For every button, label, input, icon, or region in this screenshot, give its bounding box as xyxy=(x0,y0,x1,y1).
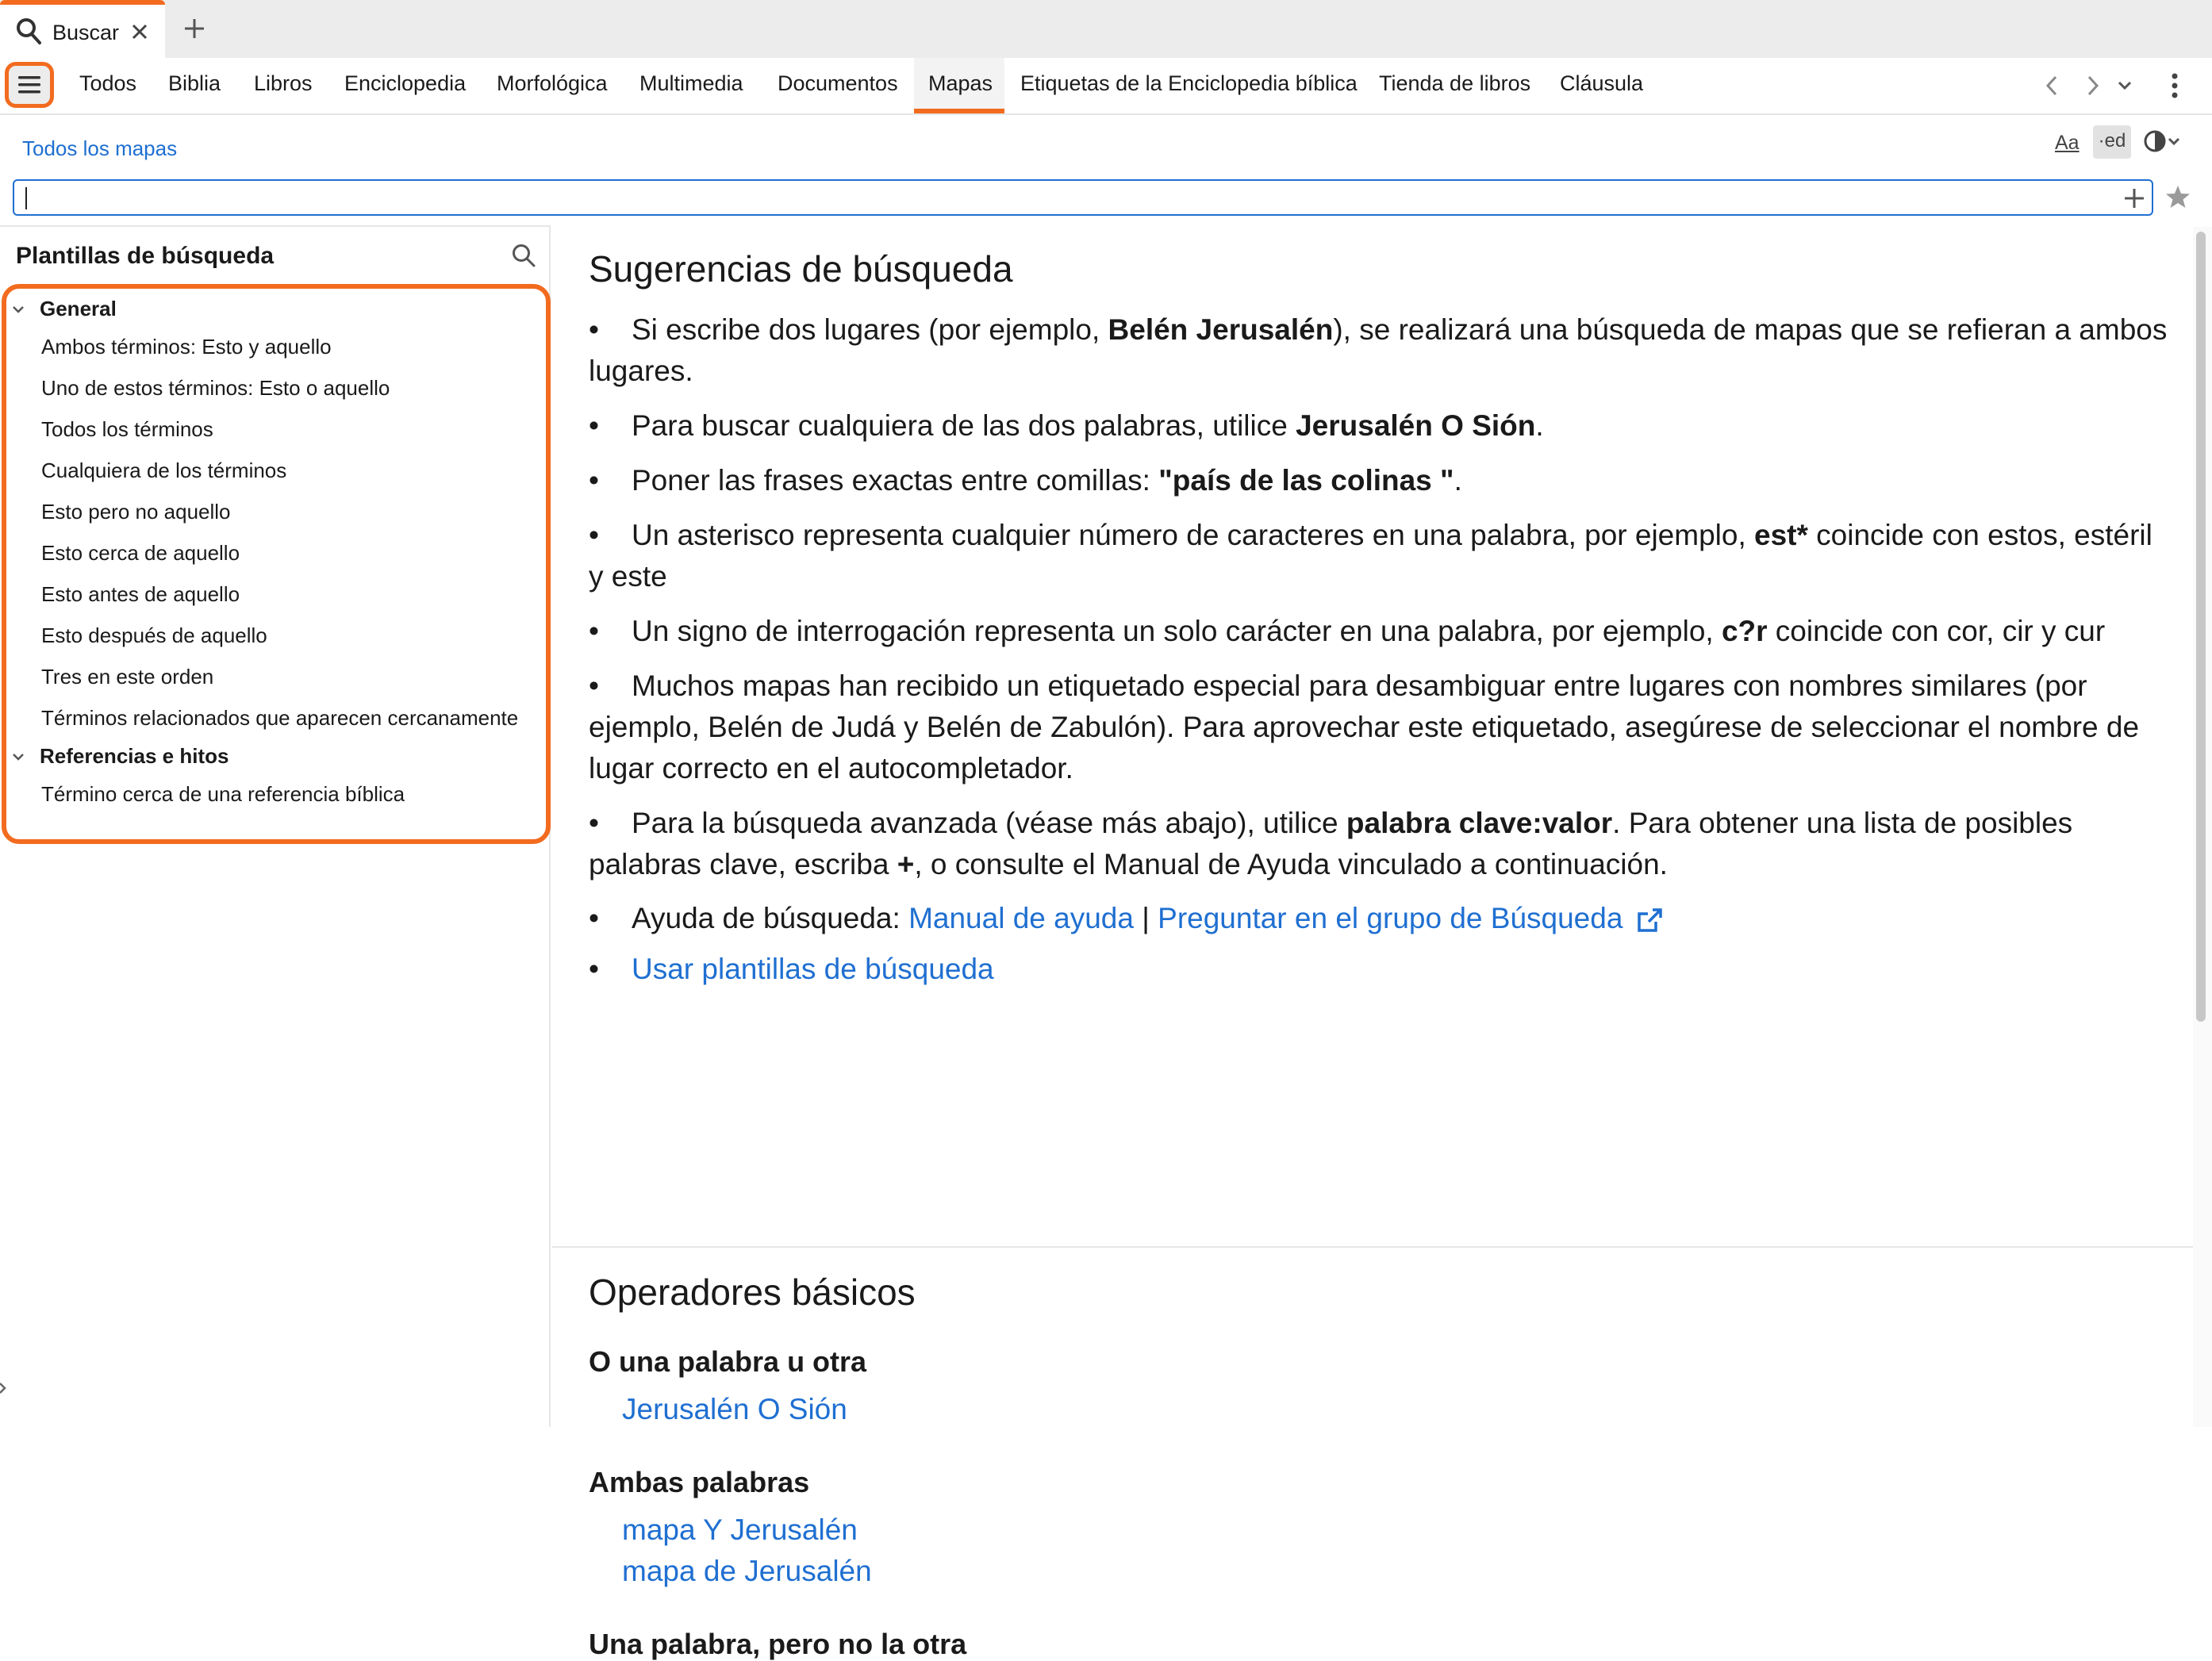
template-item[interactable]: Uno de estos términos: Esto o aquello xyxy=(41,376,390,400)
add-plus-icon[interactable] xyxy=(2123,187,2145,209)
edit-mode-button[interactable]: ·ed xyxy=(2093,125,2131,159)
theme-icon[interactable] xyxy=(2142,129,2183,155)
chevron-left-icon[interactable] xyxy=(2044,74,2060,98)
tab-documentos[interactable]: Documentos xyxy=(778,71,898,95)
tip-item: • Muchos mapas han recibido un etiquetado especial para desambiguar entre lugares con nombres similares (por ejemplo, Belén de Judá y Belén de Zabulón). Para aprovechar este etiquetado, asegúrese de seleccionar el nombre de lugar correcto en el autocompletador. xyxy=(589,666,2169,789)
operator-heading: Ambas palabras xyxy=(589,1466,810,1498)
tab-tienda-de-libros[interactable]: Tienda de libros xyxy=(1379,71,1531,95)
font-size-button[interactable]: Aa xyxy=(2055,132,2080,154)
template-item[interactable]: Esto cerca de aquello xyxy=(41,541,240,565)
tab-buscar[interactable] xyxy=(0,0,165,58)
bullet: • xyxy=(589,519,599,551)
operator-heading: Una palabra, pero no la otra xyxy=(589,1628,967,1660)
template-item[interactable]: Ambos términos: Esto y aquello xyxy=(41,335,332,359)
ask-search-group-link[interactable]: Preguntar en el grupo de Búsqueda xyxy=(1158,902,1623,934)
bullet: • xyxy=(589,953,599,985)
separator: | xyxy=(1142,902,1150,934)
scrollbar-thumb[interactable] xyxy=(2196,232,2206,1022)
tip-item: • Para la búsqueda avanzada (véase más abajo), utilice palabra clave:valor. Para obtener una lista de posibles palabras clave, escriba +, o consulte el Manual de Ayuda vinculado a continuación. xyxy=(589,803,2169,885)
tab-todos[interactable]: Todos xyxy=(79,71,137,95)
chevron-right-icon[interactable] xyxy=(2085,74,2101,98)
bullet: • xyxy=(589,807,599,839)
chevron-down-icon xyxy=(11,752,25,761)
more-options-icon[interactable] xyxy=(2171,72,2179,99)
template-item[interactable]: Esto pero no aquello xyxy=(41,500,231,524)
tip-item: • Si escribe dos lugares (por ejemplo, Belén Jerusalén), se realizará una búsqueda de mapas que se refieran a ambos lugares. xyxy=(589,309,2169,392)
tab-title: Buscar xyxy=(52,21,120,44)
bullet: • xyxy=(589,669,599,702)
search-templates-panel xyxy=(0,225,551,1427)
template-item[interactable]: Cualquiera de los términos xyxy=(41,458,287,482)
bullet: • xyxy=(589,464,599,497)
template-item[interactable]: Todos los términos xyxy=(41,417,213,441)
operator-example-link[interactable]: Jerusalén O Sión xyxy=(622,1393,847,1425)
tab-enciclopedia[interactable]: Enciclopedia xyxy=(344,71,467,95)
collapse-panel-icon[interactable] xyxy=(0,1380,8,1396)
operator-example-link[interactable]: mapa Y Jerusalén xyxy=(622,1513,858,1546)
all-maps-link[interactable]: Todos los mapas xyxy=(22,136,178,160)
search-icon[interactable] xyxy=(511,243,538,270)
bullet: • xyxy=(589,615,599,647)
template-item[interactable]: Esto antes de aquello xyxy=(41,582,240,606)
tip-item: • Un asterisco representa cualquier número de caracteres en una palabra, por ejemplo, est* coincide con estos, estéril y este xyxy=(589,515,2169,597)
panel-title: Plantillas de búsqueda xyxy=(16,243,275,269)
help-content xyxy=(552,227,2193,1660)
tab-morfologica[interactable]: Morfológica xyxy=(497,71,608,95)
bullet: • xyxy=(589,313,599,346)
active-tab-indicator xyxy=(914,109,1004,113)
tip-item xyxy=(589,949,2169,990)
menu-button[interactable] xyxy=(5,62,54,108)
tab-libros[interactable]: Libros xyxy=(254,71,313,95)
tip-item: • Un signo de interrogación representa un solo carácter en una palabra, por ejemplo, c?r coincide con cor, cir y cur xyxy=(589,611,2169,652)
tip-item: • Ayuda de búsqueda: Manual de ayuda | Preguntar en el grupo de Búsqueda xyxy=(589,898,2169,939)
tip-item: • Para buscar cualquiera de las dos palabras, utilice Jerusalén O Sión. xyxy=(589,405,2169,447)
tab-mapas[interactable]: Mapas xyxy=(928,71,993,95)
template-item[interactable]: Tres en este orden xyxy=(41,665,214,689)
operators-heading: Operadores básicos xyxy=(589,1272,916,1313)
tips-heading: Sugerencias de búsqueda xyxy=(589,248,1013,290)
help-manual-link[interactable]: Manual de ayuda xyxy=(908,902,1134,934)
bullet: • xyxy=(589,902,599,934)
template-item[interactable]: Término cerca de una referencia bíblica xyxy=(41,782,405,806)
tab-etiquetas-enciclopedia[interactable]: Etiquetas de la Enciclopedia bíblica xyxy=(1020,71,1358,95)
operator-heading: O una palabra u otra xyxy=(589,1345,867,1378)
section-divider xyxy=(552,1246,2193,1248)
hamburger-icon xyxy=(18,75,40,94)
operator-example-link[interactable]: mapa de Jerusalén xyxy=(622,1555,872,1587)
search-icon xyxy=(16,17,43,46)
tab-biblia[interactable]: Biblia xyxy=(168,71,221,95)
group-general[interactable] xyxy=(11,297,117,321)
star-icon[interactable] xyxy=(2164,184,2191,209)
tip-item: • Poner las frases exactas entre comillas: "país de las colinas ". xyxy=(589,460,2169,501)
group-label: General xyxy=(40,297,117,320)
group-label: Referencias e hitos xyxy=(40,744,229,768)
category-bar xyxy=(0,58,2212,115)
tab-strip xyxy=(0,0,2212,58)
bullet: • xyxy=(589,409,599,442)
template-item[interactable]: Esto después de aquello xyxy=(41,623,267,647)
external-link-icon[interactable] xyxy=(1635,907,1664,934)
use-search-templates-link[interactable]: Usar plantillas de búsqueda xyxy=(632,953,994,985)
close-icon[interactable] xyxy=(130,22,149,41)
chevron-down-icon xyxy=(11,305,25,314)
search-input[interactable] xyxy=(13,179,2153,216)
tab-multimedia[interactable]: Multimedia xyxy=(639,71,743,95)
chevron-down-icon[interactable] xyxy=(2117,80,2133,91)
group-referencias-e-hitos[interactable] xyxy=(11,744,228,769)
new-tab-plus-icon[interactable] xyxy=(182,17,206,40)
text-caret xyxy=(25,187,27,209)
tab-clausula[interactable]: Cláusula xyxy=(1560,71,1644,95)
template-item[interactable]: Términos relacionados que aparecen cercanamente xyxy=(41,706,519,730)
